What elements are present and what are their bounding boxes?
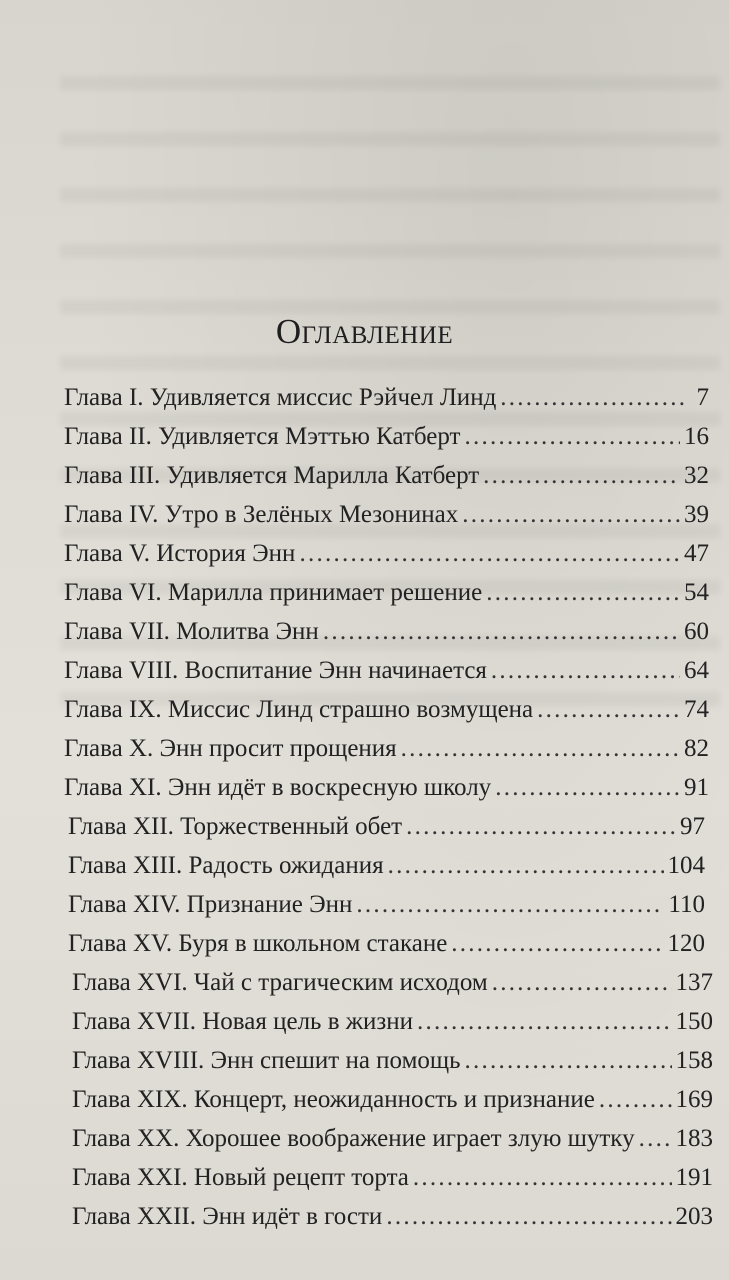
dot-leader [492,969,672,997]
toc-entry-title: Глава XX. Хорошее воображение играет злую шутку [72,1125,635,1152]
toc-entry[interactable] [68,813,709,852]
toc-entry-title: Глава XVI. Чай с трагическим исходом [72,969,488,996]
dot-leader [500,384,685,412]
toc-entry[interactable] [68,891,709,930]
toc-entry[interactable] [68,930,709,969]
toc-entry-title: Глава XV. Буря в школьном стакане [68,930,448,957]
toc-entry-page: 104 [667,852,705,879]
dot-leader [356,891,664,919]
toc-entry-page: 150 [675,1008,713,1035]
dot-leader [406,813,676,841]
toc-entry-title: Глава V. История Энн [64,540,296,567]
toc-entry-page: 82 [684,735,709,762]
toc-entry[interactable] [64,462,709,501]
toc-entry-page: 183 [675,1125,713,1152]
toc-entry[interactable] [72,1008,713,1047]
dot-leader [464,423,680,451]
toc-entry-page: 7 [696,384,709,411]
toc-entry-page: 60 [684,618,709,645]
toc-entry-page: 158 [675,1047,713,1074]
toc-entry-page: 91 [684,774,709,801]
toc-entry-title: Глава XIV. Признание Энн [68,891,353,918]
toc-entry-title: Глава XII. Торжественный обет [68,813,403,840]
dot-leader [483,462,680,490]
toc-entry-page: 203 [675,1203,713,1230]
dot-leader [401,735,680,763]
toc-entry-title: Глава VII. Молитва Энн [64,618,319,645]
toc-entry-title: Глава I. Удивляется миссис Рэйчел Линд [64,384,497,411]
toc-entry[interactable] [64,384,709,423]
dot-leader [537,696,680,724]
dot-leader [486,579,680,607]
toc-entry-page: 120 [667,930,705,957]
dot-leader [299,540,680,568]
dot-leader [465,1047,672,1075]
toc-entry-title: Глава XXII. Энн идёт в гости [72,1203,383,1230]
toc-entry[interactable] [72,1086,713,1125]
dot-leader [639,1125,672,1153]
toc-entry-title: Глава II. Удивляется Мэттью Катберт [64,423,461,450]
toc-entry-title: Глава X. Энн просит прощения [64,735,397,762]
table-of-contents [64,384,713,1242]
toc-entry-title: Глава XVII. Новая цель в жизни [72,1008,414,1035]
toc-entry[interactable] [64,696,709,735]
toc-entry-page: 39 [684,501,709,528]
toc-entry[interactable] [72,1047,713,1086]
dot-leader [388,852,664,880]
toc-entry-title: Глава VIII. Воспитание Энн начинается [64,657,487,684]
toc-entry[interactable] [64,618,709,657]
toc-entry-title: Глава XVIII. Энн спешит на помощь [72,1047,461,1074]
toc-entry[interactable] [64,735,709,774]
dot-leader [451,930,663,958]
toc-entry-title: Глава IX. Миссис Линд страшно возмущена [64,696,534,723]
toc-entry-title: Глава XIII. Радость ожидания [68,852,384,879]
toc-entry-title: Глава III. Удивляется Марилла Катберт [64,462,480,489]
toc-entry[interactable] [64,579,709,618]
dot-leader [417,1008,671,1036]
toc-entry-title: Глава IV. Утро в Зелёных Мезонинах [64,501,459,528]
toc-entry[interactable] [64,774,709,813]
toc-entry-page: 64 [684,657,709,684]
dot-leader [491,657,680,685]
toc-entry[interactable] [64,501,709,540]
toc-entry-page: 54 [684,579,709,606]
toc-entry-page: 191 [675,1164,713,1191]
toc-entry-title: Глава VI. Марилла принимает решение [64,579,483,606]
toc-entry-page: 169 [675,1086,713,1113]
toc-entry-title: Глава XI. Энн идёт в воскресную школу [64,774,492,801]
toc-entry-title: Глава XXI. Новый рецепт торта [72,1164,409,1191]
toc-entry-page: 110 [668,891,705,918]
dot-leader [599,1086,672,1114]
dot-leader [495,774,680,802]
dot-leader [462,501,680,529]
toc-entry-page: 47 [684,540,709,567]
toc-entry-page: 97 [680,813,705,840]
toc-entry[interactable] [64,423,709,462]
toc-entry-page: 74 [684,696,709,723]
toc-entry-page: 16 [684,423,709,450]
toc-entry-title: Глава XIX. Концерт, неожиданность и признание [72,1086,595,1113]
page-title: Оглавление [275,312,454,351]
toc-entry[interactable] [68,852,709,891]
toc-entry[interactable] [64,540,709,579]
toc-entry-page: 137 [675,969,713,996]
toc-entry[interactable] [64,657,709,696]
dot-leader [386,1203,671,1231]
toc-entry-page: 32 [684,462,709,489]
toc-entry[interactable] [72,1125,713,1164]
toc-entry[interactable] [72,1164,713,1203]
toc-entry[interactable] [72,1203,713,1242]
dot-leader [323,618,680,646]
toc-entry[interactable] [72,969,713,1008]
dot-leader [413,1164,672,1192]
